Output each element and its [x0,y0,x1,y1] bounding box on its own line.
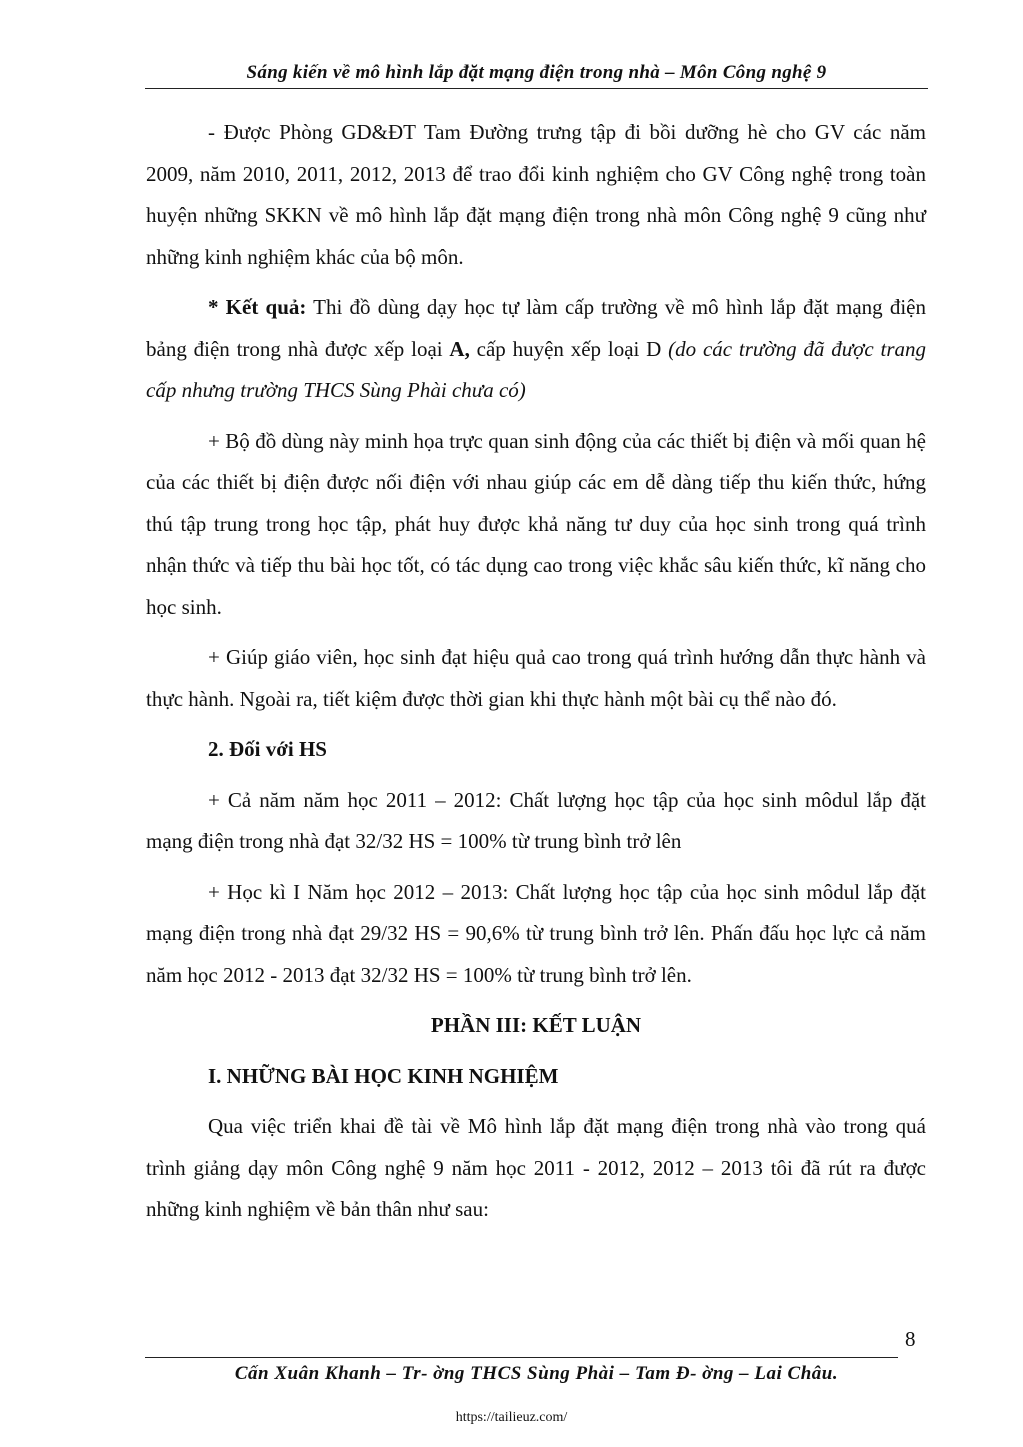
results-note: (do các trường đã được trang cấp nhưng trường THCS Sùng Phài chưa có) [146,336,926,402]
paragraph-year-2011-2012: + Cả năm năm học 2011 – 2012: Chất lượng học tập của học sinh môdul lắp đặt mạng điện trong nhà đạt 32/32 HS = 100% từ trung bình trở lên [146,787,926,853]
results-grade: A, [449,336,470,361]
paragraph-lessons-intro: Qua việc triển khai đề tài về Mô hình lắp đặt mạng điện trong nhà vào trong quá trình giảng dạy môn Công nghệ 9 năm học 2011 - 2012, 2012 – 2013 tôi đã rút ra được những kinh nghiệm về bản thân như sau: [146,1114,926,1221]
paragraph-teaching-aid: + Bộ đồ dùng này minh họa trực quan sinh động của các thiết bị điện và mối quan hệ của các thiết bị điện được nối điện với nhau giúp các em dễ dàng tiếp thu kiến thức, hứng thú tập trung trong học tập, phát huy được khả năng tư duy của học sinh trong quá trình nhận thức và tiếp thu bài học tốt, có tác dụng cao trong việc khắc sâu kiến thức, kĩ năng cho học sinh. [146,428,926,619]
heading-students: 2. Đối với HS [208,737,327,761]
part-title: PHẦN III: KẾT LUẬN [430,1013,642,1037]
results-label: * Kết quả: [208,295,307,319]
document-body [146,112,926,1240]
paragraph-year-2012-2013: + Học kì I Năm học 2012 – 2013: Chất lượng học tập của học sinh môdul lắp đặt mạng điện trong nhà đạt 29/32 HS = 90,6% từ trung bình trở lên. Phấn đấu học lực cả năm năm học 2012 - 2013 đạt 32/32 HS = 100% từ trung bình trở lên. [146,879,926,987]
page-footer: Cấn Xuân Khanh – Tr- ờng THCS Sùng Phài – Tam Đ- ờng – Lai Châu. [234,1363,839,1384]
page-number: 8 [905,1327,916,1351]
paragraph-results [146,287,926,412]
paragraph-benefit: + Giúp giáo viên, học sinh đạt hiệu quả cao trong quá trình hướng dẫn thực hành và thực hành. Ngoài ra, tiết kiệm được thời gian khi thực hành một bài cụ thể nào đó. [146,645,926,711]
page-header: Sáng kiến về mô hình lắp đặt mạng điện trong nhà – Môn Công nghệ 9 [145,62,928,89]
section-title: I. NHỮNG BÀI HỌC KINH NGHIỆM [208,1063,559,1088]
source-url[interactable]: https://tailieuz.com/ [455,1410,568,1425]
results-text-b: cấp huyện xếp loại D [469,336,669,361]
footer-divider [145,1357,898,1358]
paragraph-training: - Được Phòng GD&ĐT Tam Đường trưng tập đi bồi dưỡng hè cho GV các năm 2009, năm 2010, 2011, 2012, 2013 để trao đổi kinh nghiệm cho GV Công nghệ trong toàn huyện những SKKN về mô hình lắp đặt mạng điện trong nhà môn Công nghệ 9 cũng như những kinh nghiệm khác của bộ môn. [146,120,926,269]
results-text-a: Thi đồ dùng dạy học tự làm cấp trường về mô hình lắp đặt mạng điện bảng điện trong nhà được xếp loại [146,295,927,361]
